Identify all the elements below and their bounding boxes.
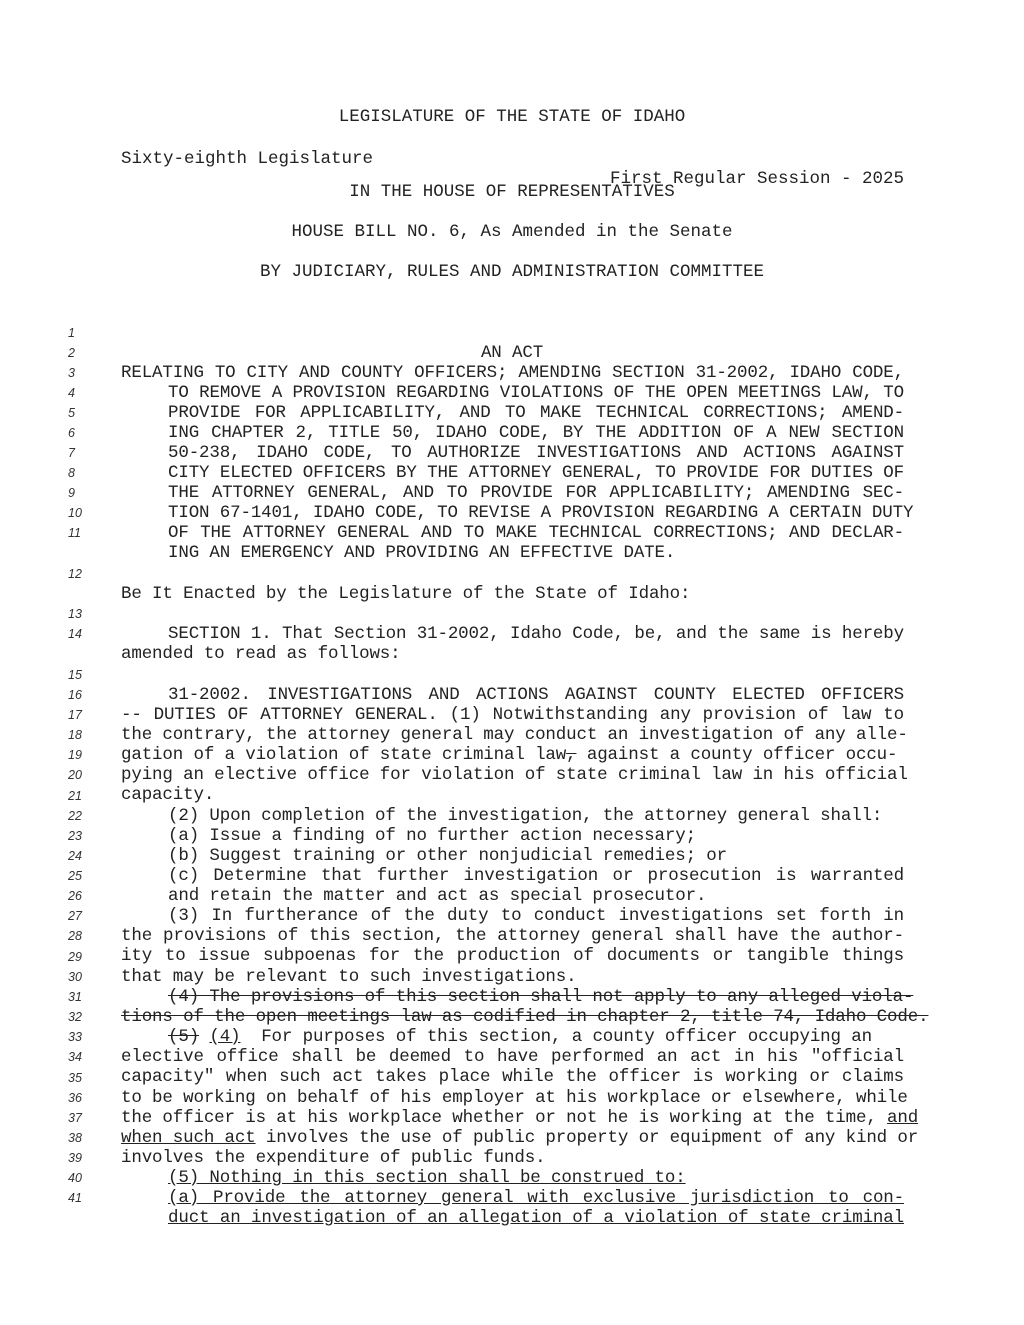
line-number: 24 xyxy=(68,849,82,863)
line-text: pying an elective office for violation of state criminal law in his official xyxy=(121,765,908,785)
line-number: 18 xyxy=(68,728,82,742)
line-text: the provisions of this section, the attorney general shall have the author- xyxy=(121,926,904,946)
session-label: First Regular Session - 2025 xyxy=(609,169,904,189)
line-text: elective office shall be deemed to have performed an act in his "official xyxy=(121,1047,904,1067)
line-number: 39 xyxy=(68,1151,82,1165)
deleted-text: tions of the open meetings law as codified in chapter 2, title 74, Idaho Code. xyxy=(121,1007,929,1027)
line-number: 9 xyxy=(68,486,75,500)
line-number: 12 xyxy=(68,567,82,581)
text-segment: involves the use of public property or equipment of any kind or xyxy=(255,1128,919,1148)
line-number: 2 xyxy=(68,346,75,360)
line-number: 40 xyxy=(68,1171,82,1185)
line-number: 41 xyxy=(68,1191,82,1205)
line-text: OF THE ATTORNEY GENERAL AND TO MAKE TECHNICAL CORRECTIONS; AND DECLAR- xyxy=(168,523,904,543)
line-text: (3) In furtherance of the duty to conduct investigations set forth in xyxy=(168,906,904,926)
line-number: 28 xyxy=(68,929,82,943)
inserted-text: and xyxy=(887,1108,919,1128)
line-number: 16 xyxy=(68,688,82,702)
bill-line xyxy=(0,544,1024,604)
line-number: 27 xyxy=(68,909,82,923)
line-number: 19 xyxy=(68,748,82,762)
line-number: 34 xyxy=(68,1050,82,1064)
line-number: 32 xyxy=(68,1010,82,1024)
line-text: TION 67-1401, IDAHO CODE, TO REVISE A PROVISION REGARDING A CERTAIN DUTY xyxy=(168,503,914,523)
line-number: 17 xyxy=(68,708,82,722)
line-text: SECTION 1. That Section 31-2002, Idaho Code, be, and the same is hereby xyxy=(168,624,904,644)
inserted-text: (a) Provide the attorney general with exclusive jurisdiction to con- xyxy=(168,1188,904,1208)
line-text: RELATING TO CITY AND COUNTY OFFICERS; AMENDING SECTION 31-2002, IDAHO CODE, xyxy=(121,363,904,383)
inserted-text: duct an investigation of an allegation of a violation of state criminal xyxy=(168,1208,904,1228)
line-text: ING AN EMERGENCY AND PROVIDING AN EFFECTIVE DATE. xyxy=(168,543,676,563)
act-title: AN ACT xyxy=(480,343,544,363)
deleted-text: (5) xyxy=(168,1027,200,1047)
text-segment: the officer is at his workplace whether or not he is working at the time, xyxy=(121,1108,888,1128)
line-number: 33 xyxy=(68,1030,82,1044)
line-number: 1 xyxy=(68,326,75,340)
legislature-title: LEGISLATURE OF THE STATE OF IDAHO xyxy=(338,107,686,127)
enacting-clause: Be It Enacted by the Legislature of the State of Idaho: xyxy=(121,584,691,604)
line-number: 14 xyxy=(68,627,82,641)
line-text: CITY ELECTED OFFICERS BY THE ATTORNEY GENERAL, TO PROVIDE FOR DUTIES OF xyxy=(168,463,904,483)
sponsor-label: BY JUDICIARY, RULES AND ADMINISTRATION COMMITTEE xyxy=(259,262,765,282)
line-number: 26 xyxy=(68,889,82,903)
line-number: 37 xyxy=(68,1111,82,1125)
line-number: 30 xyxy=(68,970,82,984)
line-text: -- DUTIES OF ATTORNEY GENERAL. (1) Notwithstanding any provision of law to xyxy=(121,705,904,725)
line-number: 35 xyxy=(68,1071,82,1085)
line-number: 5 xyxy=(68,406,75,420)
line-text: to be working on behalf of his employer at his workplace or elsewhere, while xyxy=(121,1088,908,1108)
line-number: 11 xyxy=(68,526,81,540)
line-text: TO REMOVE A PROVISION REGARDING VIOLATIONS OF THE OPEN MEETINGS LAW, TO xyxy=(168,383,904,403)
line-number: 15 xyxy=(68,668,82,682)
line-text: that may be relevant to such investigations. xyxy=(121,967,577,987)
deleted-text: (4) The provisions of this section shall not apply to any alleged viola- xyxy=(168,987,914,1007)
line-text: ity to issue subpoenas for the production of documents or tangible things xyxy=(121,946,904,966)
line-text: (c) Determine that further investigation or prosecution is warranted xyxy=(168,866,904,886)
line-number: 13 xyxy=(68,607,82,621)
line-number: 8 xyxy=(68,466,75,480)
line-number: 20 xyxy=(68,768,82,782)
line-number: 10 xyxy=(68,506,82,520)
line-text: the contrary, the attorney general may conduct an investigation of any alle- xyxy=(121,725,908,745)
line-number: 36 xyxy=(68,1091,82,1105)
line-number: 4 xyxy=(68,386,75,400)
line-number: 25 xyxy=(68,869,82,883)
line-text: capacity. xyxy=(121,785,215,805)
line-text: ING CHAPTER 2, TITLE 50, IDAHO CODE, BY THE ADDITION OF A NEW SECTION xyxy=(168,423,904,443)
line-text: and retain the matter and act as special prosecutor. xyxy=(168,886,707,906)
line-number: 21 xyxy=(68,789,82,803)
session-line xyxy=(0,129,1024,189)
text-segment: For purposes of this section, a county officer occupying an xyxy=(240,1027,872,1047)
deleted-text: , xyxy=(566,745,577,765)
text-segment: against a county officer occu- xyxy=(576,745,898,765)
inserted-text: (4) xyxy=(209,1027,241,1047)
inserted-text: when such act xyxy=(121,1128,256,1148)
line-text: (b) Suggest training or other nonjudicial remedies; or xyxy=(168,846,727,866)
bill-line xyxy=(0,303,1024,363)
line-text: 50-238, IDAHO CODE, TO AUTHORIZE INVESTIGATIONS AND ACTIONS AGAINST xyxy=(168,443,904,463)
line-number: 6 xyxy=(68,426,75,440)
line-text: amended to read as follows: xyxy=(121,644,401,664)
bill-number: HOUSE BILL NO. 6, As Amended in the Senate xyxy=(291,222,733,242)
house-label: IN THE HOUSE OF REPRESENTATIVES xyxy=(349,182,675,202)
line-text: (2) Upon completion of the investigation, the attorney general shall: xyxy=(168,806,883,826)
line-text: capacity" when such act takes place while the officer is working or claims xyxy=(121,1067,904,1087)
line-text: THE ATTORNEY GENERAL, AND TO PROVIDE FOR APPLICABILITY; AMENDING SEC- xyxy=(168,483,904,503)
line-text: (a) Issue a finding of no further action necessary; xyxy=(168,826,696,846)
line-number: 29 xyxy=(68,950,82,964)
line-text: PROVIDE FOR APPLICABILITY, AND TO MAKE TECHNICAL CORRECTIONS; AMEND- xyxy=(168,403,904,423)
line-number: 38 xyxy=(68,1131,82,1145)
legislature-number: Sixty-eighth Legislature xyxy=(121,149,374,169)
line-text: involves the expenditure of public funds. xyxy=(121,1148,546,1168)
line-number: 7 xyxy=(68,446,75,460)
line-text: 31-2002. INVESTIGATIONS AND ACTIONS AGAINST COUNTY ELECTED OFFICERS xyxy=(168,685,904,705)
inserted-text: (5) Nothing in this section shall be construed to: xyxy=(168,1168,686,1188)
text-segment: gation of a violation of state criminal law xyxy=(121,745,567,765)
line-number: 3 xyxy=(68,366,75,380)
line-number: 23 xyxy=(68,829,82,843)
line-number: 22 xyxy=(68,809,82,823)
line-number: 31 xyxy=(68,990,82,1004)
